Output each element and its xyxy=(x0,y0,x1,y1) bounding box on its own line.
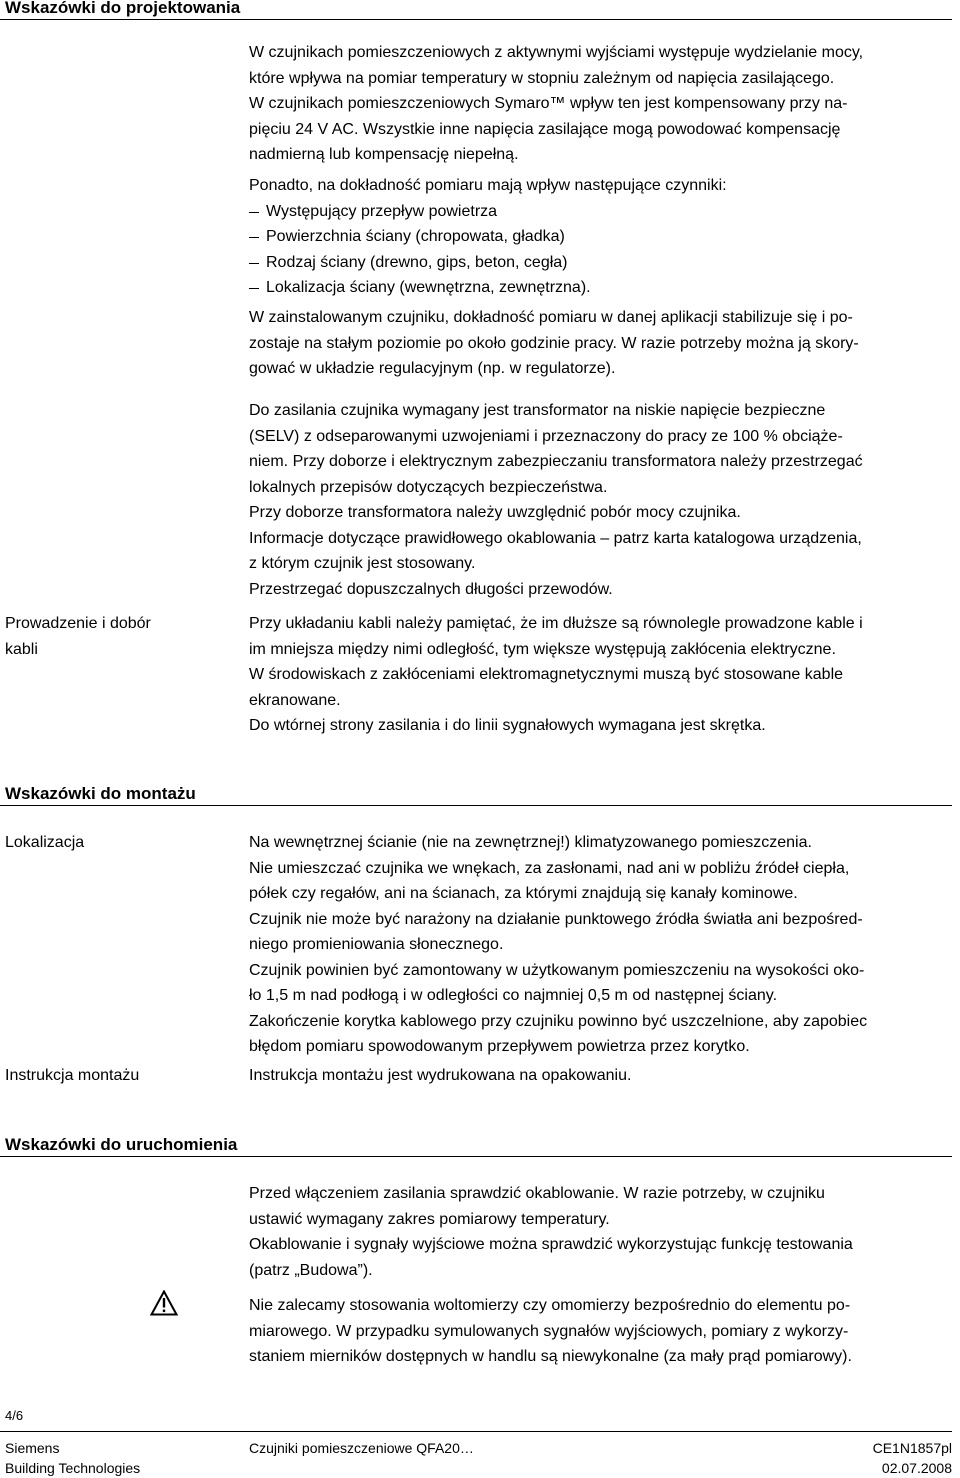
section-title: Wskazówki do projektowania xyxy=(5,0,241,17)
text-line: półek czy regałów, ani na ścianach, za którymi znajdują się kanały kominowe. xyxy=(249,885,798,902)
text-line: ekranowane. xyxy=(249,691,341,709)
text-line: Czujnik powinien być zamontowany w użytkowanym pomieszczeniu na wysokości oko- xyxy=(249,961,865,979)
text-line: Nie zalecamy stosowania woltomierzy czy omomierzy bezpośrednio do elementu po- xyxy=(249,1297,851,1314)
section-heading-design xyxy=(0,0,952,20)
footer-date: 02.07.2008 xyxy=(881,1460,952,1476)
text-line: błędom pomiaru spowodowanym przepływem powietrza przez korytko. xyxy=(249,1038,750,1055)
text-line: Przy układaniu kabli należy pamiętać, że im dłuższe są równolegle prowadzone kable i xyxy=(249,615,863,632)
text-line: Przed włączeniem zasilania sprawdzić okablowanie. W razie potrzeby, w czujniku xyxy=(249,1185,825,1202)
location-text xyxy=(249,830,954,1060)
footer-doc-block xyxy=(873,1438,952,1478)
cable-routing-text xyxy=(249,611,954,739)
footer-product: Czujniki pomieszczeniowe QFA20… xyxy=(249,1440,474,1456)
footer-division: Building Technologies xyxy=(5,1460,141,1476)
text-line: ło 1,5 m nad podłogą i w odległości co najmniej 0,5 m od następnej ściany. xyxy=(249,987,778,1004)
cable-routing-label xyxy=(5,611,205,662)
warning-triangle-icon xyxy=(150,1290,178,1321)
footer-doc-id: CE1N1857pl xyxy=(872,1440,952,1456)
stabilization-text xyxy=(249,305,954,382)
text-line: zostaje na stałym poziomie po około godzinie pracy. W razie potrzeby można ją skory- xyxy=(249,334,859,352)
text-line: które wpływa na pomiar temperatury w stopniu zależnym od napięcia zasilającego. xyxy=(249,69,835,87)
text-line: (patrz „Budowa”). xyxy=(249,1261,373,1279)
text-line: Instrukcja montażu jest wydrukowana na opakowaniu. xyxy=(249,1067,632,1084)
text-line: Okablowanie i sygnały wyjściowe można sprawdzić wykorzystując funkcję testowania xyxy=(249,1236,853,1253)
text-line: nadmierną lub kompensację niepełną. xyxy=(249,146,519,163)
text-line: niem. Przy doborze i elektrycznym zabezpieczaniu transformatora należy przestrzegać xyxy=(249,453,863,470)
text-line: W zainstalowanym czujniku, dokładność pomiaru w danej aplikacji stabilizuje się i po- xyxy=(249,309,853,326)
text-line: Do zasilania czujnika wymagany jest transformator na niskie napięcie bezpieczne xyxy=(249,402,826,419)
text-line: Na wewnętrznej ścianie (nie na zewnętrznej!) klimatyzowanego pomieszczenia. xyxy=(249,834,812,851)
power-supply-text xyxy=(249,398,954,602)
text-line: z którym czujnik jest stosowany. xyxy=(249,555,476,572)
warning-text xyxy=(249,1293,954,1370)
text-line: niego promieniowania słonecznego. xyxy=(249,936,504,953)
mounting-instructions-label: Instrukcja montażu xyxy=(5,1067,140,1084)
footer-divider xyxy=(0,1431,952,1432)
section-heading-commissioning xyxy=(0,1134,952,1157)
location-label: Lokalizacja xyxy=(5,834,85,851)
text-line: Przestrzegać dopuszczalnych długości przewodów. xyxy=(249,580,613,598)
text-line: W środowiskach z zakłóceniami elektromagnetycznymi muszą być stosowane kable xyxy=(249,666,844,683)
mounting-instructions-text xyxy=(249,1063,954,1089)
footer-company: Siemens xyxy=(5,1440,60,1456)
page-number: 4/6 xyxy=(5,1408,24,1423)
list-item: Występujący przepływ powietrza xyxy=(249,199,954,225)
label-line: Prowadzenie i dobór xyxy=(5,615,151,632)
text-line: W czujnikach pomieszczeniowych z aktywnymi wyjściami występuje wydzielanie mocy, xyxy=(249,44,864,61)
section-title: Wskazówki do montażu xyxy=(5,784,196,803)
text-line: ustawić wymagany zakres pomiarowy temperatury. xyxy=(249,1210,610,1228)
commissioning-text xyxy=(249,1181,954,1283)
text-line: staniem mierników dostępnych w handlu są niewykonalne (za mały prąd pomiarowy). xyxy=(249,1348,852,1365)
text-line: Ponadto, na dokładność pomiaru mają wpływ następujące czynniki: xyxy=(249,177,727,194)
list-item: Lokalizacja ściany (wewnętrzna, zewnętrzna). xyxy=(249,275,954,301)
text-line: lokalnych przepisów dotyczących bezpieczeństwa. xyxy=(249,478,608,496)
accuracy-factors xyxy=(249,173,954,301)
design-intro-text xyxy=(249,40,954,168)
text-line: W czujnikach pomieszczeniowych Symaro™ wpływ ten jest kompensowany przy na- xyxy=(249,95,848,112)
text-line: Nie umieszczać czujnika we wnękach, za zasłonami, nad ani w pobliżu źródeł ciepła, xyxy=(249,859,850,877)
text-line: Przy doborze transformatora należy uwzględnić pobór mocy czujnika. xyxy=(249,504,741,521)
list-item: Powierzchnia ściany (chropowata, gładka) xyxy=(249,224,954,250)
text-line: Informacje dotyczące prawidłowego okablowania – patrz karta katalogowa urządzenia, xyxy=(249,529,862,547)
footer-company-block xyxy=(5,1438,140,1478)
list-item: Rodzaj ściany (drewno, gips, beton, cegła) xyxy=(249,250,954,276)
text-line: Do wtórnej strony zasilania i do linii sygnałowych wymagana jest skrętka. xyxy=(249,717,766,734)
text-line: Zakończenie korytka kablowego przy czujniku powinno być uszczelnione, aby zapobiec xyxy=(249,1012,868,1030)
text-line: pięciu 24 V AC. Wszystkie inne napięcia zasilające mogą powodować kompensację xyxy=(249,120,841,138)
text-line: gować w układzie regulacyjnym (np. w regulatorze). xyxy=(249,360,616,377)
text-line: miarowego. W przypadku symulowanych sygnałów wyjściowych, pomiary z wykorzy- xyxy=(249,1322,849,1340)
label-line: kabli xyxy=(5,640,38,658)
text-line: Czujnik nie może być narażony na działanie punktowego źródła światła ani bezpośred- xyxy=(249,910,863,928)
section-title: Wskazówki do uruchomienia xyxy=(5,1135,238,1154)
section-heading-mounting xyxy=(0,783,952,806)
text-line: (SELV) z odseparowanymi uzwojeniami i przeznaczony do pracy ze 100 % obciąże- xyxy=(249,427,843,445)
text-line: im mniejsza między nimi odległość, tym większe występują zakłócenia elektryczne. xyxy=(249,640,836,658)
